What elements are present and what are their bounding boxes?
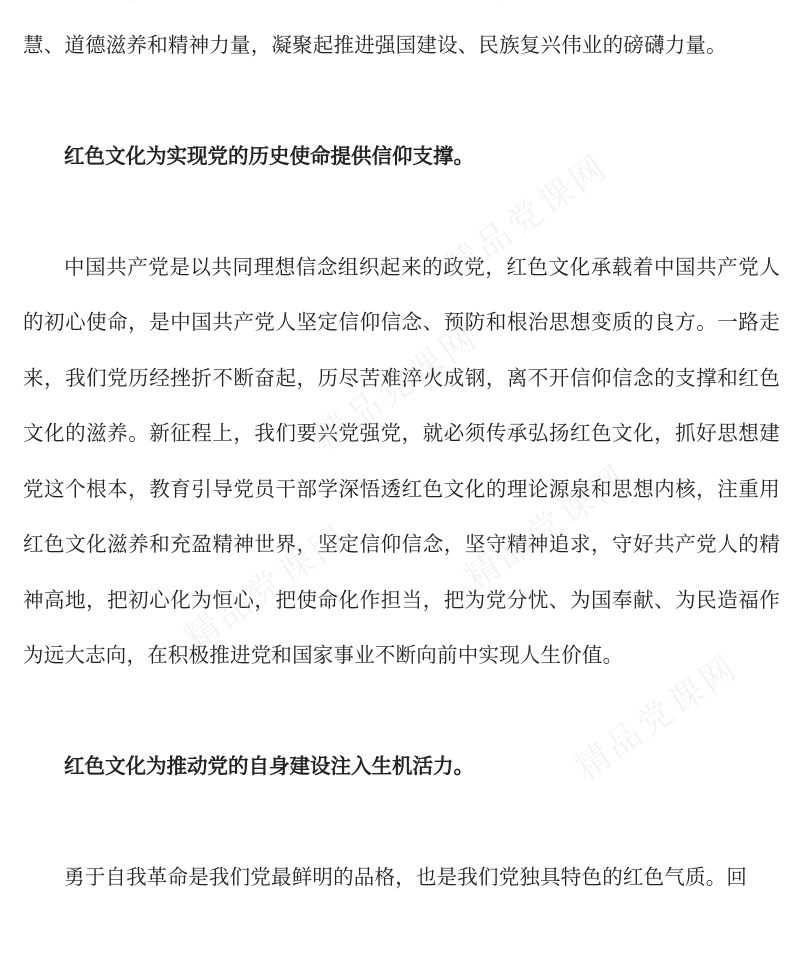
section1-paragraph: 中国共产党是以共同理想信念组织起来的政党，红色文化承载着中国共产党人的初心使命，是中国共产党人坚定信仰信念、预防和根治思想变质的良方。一路走来，我们党历经挫折不断奋起，历尽苦难淬火成钢，离不开信仰信念的支撑和红色文化的滋养。新征程上，我们要兴党强党，就必须传承弘扬红色文化，抓好思想建党这个根本，教育引导党员干部学深悟透红色文化的理论源泉和思想内核，注重用红色文化滋养和充盈精神世界，坚定信仰信念，坚守精神追求，守好共产党人的精神高地，把初心化为恒心，把使命化作担当，把为党分忧、为国奉献、为民造福作为远大志向，在积极推进党和国家事业不断向前中实现人生价值。 [23, 254, 780, 667]
section2-heading: 红色文化为推动党的自身建设注入生机活力。 [64, 754, 474, 778]
watermark-text: 精品党课网 [177, 516, 357, 659]
section1-heading: 红色文化为实现党的历史使命提供信仰支撑。 [64, 143, 474, 168]
section2-paragraph: 勇于自我革命是我们党最鲜明的品格，也是我们党独具特色的红色气质。回 [64, 865, 748, 889]
watermark-text: 精品党课网 [457, 456, 637, 599]
article-body [23, 0, 780, 961]
watermark-text: 精品党课网 [567, 646, 747, 789]
watermark-text: 精品党课网 [307, 316, 487, 459]
watermark-text: 精品党课网 [437, 146, 617, 289]
intro-paragraph: 慧、道德滋养和精神力量，凝聚起推进强国建设、民族复兴伟业的磅礴力量。 [23, 32, 727, 57]
